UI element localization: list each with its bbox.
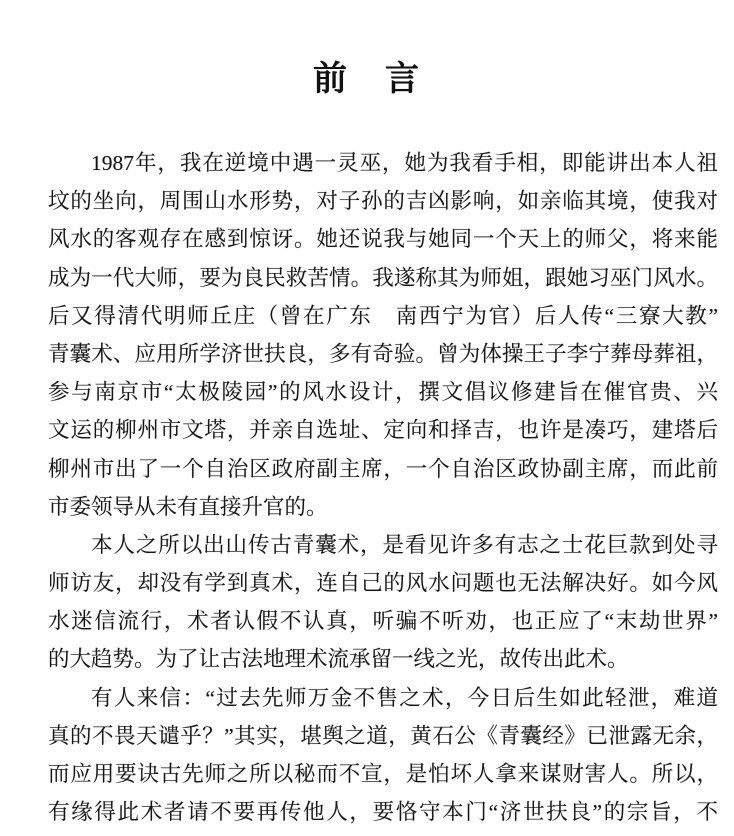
text-line: 青囊术、应用所学济世扶良，多有奇验。曾为体操王子李宁葬母葬祖， xyxy=(48,341,718,366)
paragraph xyxy=(48,526,718,679)
page-title: 前 言 xyxy=(313,60,421,98)
text-line: 本人之所以出山传古青囊术，是看见许多有志之士花巨款到处寻 xyxy=(91,532,718,557)
text-line: 有人来信：“过去先师万金不售之术，今日后生如此轻泄，难道 xyxy=(91,685,718,710)
preface-body xyxy=(48,144,718,831)
text-line: 水迷信流行，术者认假不认真，听骗不听劝，也正应了“末劫世界” xyxy=(48,609,718,634)
text-line: 有缘得此术者请不要再传他人，要恪守本门“济世扶良”的宗旨，不 xyxy=(48,800,718,825)
text-line: 而应用要诀古先师之所以秘而不宣，是怕坏人拿来谋财害人。所以， xyxy=(48,762,718,786)
text-line: 的大趋势。为了让古法地理术流承留一线之光，故传出此术。 xyxy=(48,647,629,672)
text-line: 柳州市出了一个自治区政府副主席，一个自治区政协副主席，而此前 xyxy=(48,456,718,481)
text-line: 风水的客观存在感到惊讶。她还说我与她同一个天上的师父，将来能 xyxy=(48,227,718,252)
text-line: 1987年，我在逆境中遇一灵巫，她为我看手相，即能讲出本人祖 xyxy=(91,151,718,175)
text-line: 师访友，却没有学到真术，连自己的风水问题也无法解决好。如今风 xyxy=(48,571,718,596)
text-line: 坟的坐向，周围山水形势，对子孙的吉凶影响，如亲临其境，使我对 xyxy=(48,189,718,214)
paragraph xyxy=(48,144,718,526)
text-line: 参与南京市“太极陵园”的风水设计，撰文倡议修建旨在催官贵、兴 xyxy=(48,380,718,405)
text-line: 成为一代大师，要为良民救苦情。我遂称其为师姐，跟她习巫门风水。 xyxy=(48,265,718,290)
text-line: 真的不畏天谴乎？”其实，堪舆之道，黄石公《青囊经》已泄露无余， xyxy=(48,723,718,748)
paragraph xyxy=(48,679,718,832)
text-line: 后又得清代明师丘庄（曾在广东 南西宁为官）后人传“三寮大教” xyxy=(48,303,718,328)
text-line: 市委领导从未有直接升官的。 xyxy=(48,494,328,519)
text-line: 文运的柳州市文塔，并亲自选址、定向和择吉，也许是凑巧，建塔后 xyxy=(48,418,718,443)
